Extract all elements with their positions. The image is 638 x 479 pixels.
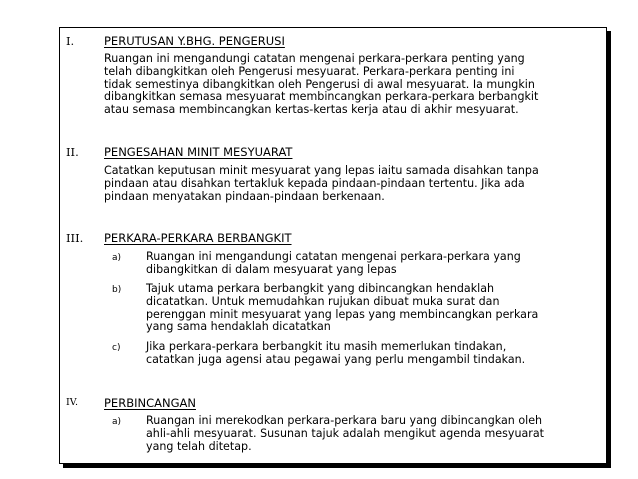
item-text [146,341,598,367]
body-line: tidak semestinya dibangkitkan oleh Pengerusi di awal mesyuarat. Ia mungkin [104,77,535,91]
body-line: Catatkan keputusan minit mesyuarat yang lepas iaitu samada disahkan tanpa [104,164,539,177]
item-letter: b) [112,285,122,295]
item-text [146,283,598,334]
section-numeral: IV. [66,397,78,408]
item-line: dicatatkan. Untuk memudahkan rujukan dibuat muka surat dan [146,294,500,308]
section-heading: PERUTUSAN Y.BHG. PENGERUSI [104,34,285,48]
item-line: perenggan minit mesyuarat yang lepas yang membincangkan perkara [146,307,539,321]
item-letter: c) [112,343,121,353]
item-line: Tajuk utama perkara berbangkit yang dibincangkan hendaklah [146,282,495,295]
item-line: catatkan juga agensi atau pegawai yang perlu mengambil tindakan. [146,352,526,366]
item-line: dibangkitkan di dalam mesyuarat yang lepas [146,262,397,276]
item-line: yang sama hendaklah dicatatkan [146,320,331,334]
section-numeral: II. [66,145,79,159]
item-text [146,415,598,453]
section-numeral: I. [66,34,75,48]
item-line: Ruangan ini mengandungi catatan mengenai perkara-perkara yang [146,250,521,263]
body-line: pindaan menyatakan pindaan-pindaan berkenaan. [104,189,385,203]
section-heading: PENGESAHAN MINIT MESYUARAT [104,145,293,159]
item-text [146,251,598,277]
item-line: Jika perkara-perkara berbangkit itu masih memerlukan tindakan, [146,340,507,353]
body-line: Ruangan ini mengandungi catatan mengenai perkara-perkara penting yang [104,52,525,65]
frame-shadow-bottom [63,464,611,468]
section-heading: PERBINCANGAN [104,396,196,410]
item-letter: a) [112,253,122,263]
item-letter: a) [112,417,122,427]
section-numeral: III. [66,231,84,245]
section-body [104,53,598,117]
frame-shadow-right [607,31,611,468]
body-line: atau semasa membincangkan kertas-kertas kerja atau di akhir mesyuarat. [104,103,519,117]
body-line: telah dibangkitkan oleh Pengerusi mesyuarat. Perkara-perkara penting ini [104,64,515,78]
body-line: dibangkitkan semasa mesyuarat membincangkan perkara-perkara berbangkit [104,90,539,104]
section-heading: PERKARA-PERKARA BERBANGKIT [104,231,292,245]
item-line: Ruangan ini merekodkan perkara-perkara baru yang dibincangkan oleh [146,414,543,427]
body-line: pindaan atau disahkan tertakluk kepada pindaan-pindaan tertentu. Jika ada [104,176,525,190]
item-line: ahli-ahli mesyuarat. Susunan tajuk adalah mengikut agenda mesyuarat [146,426,544,440]
item-line: yang telah ditetap. [146,439,252,453]
section-body [104,165,598,203]
